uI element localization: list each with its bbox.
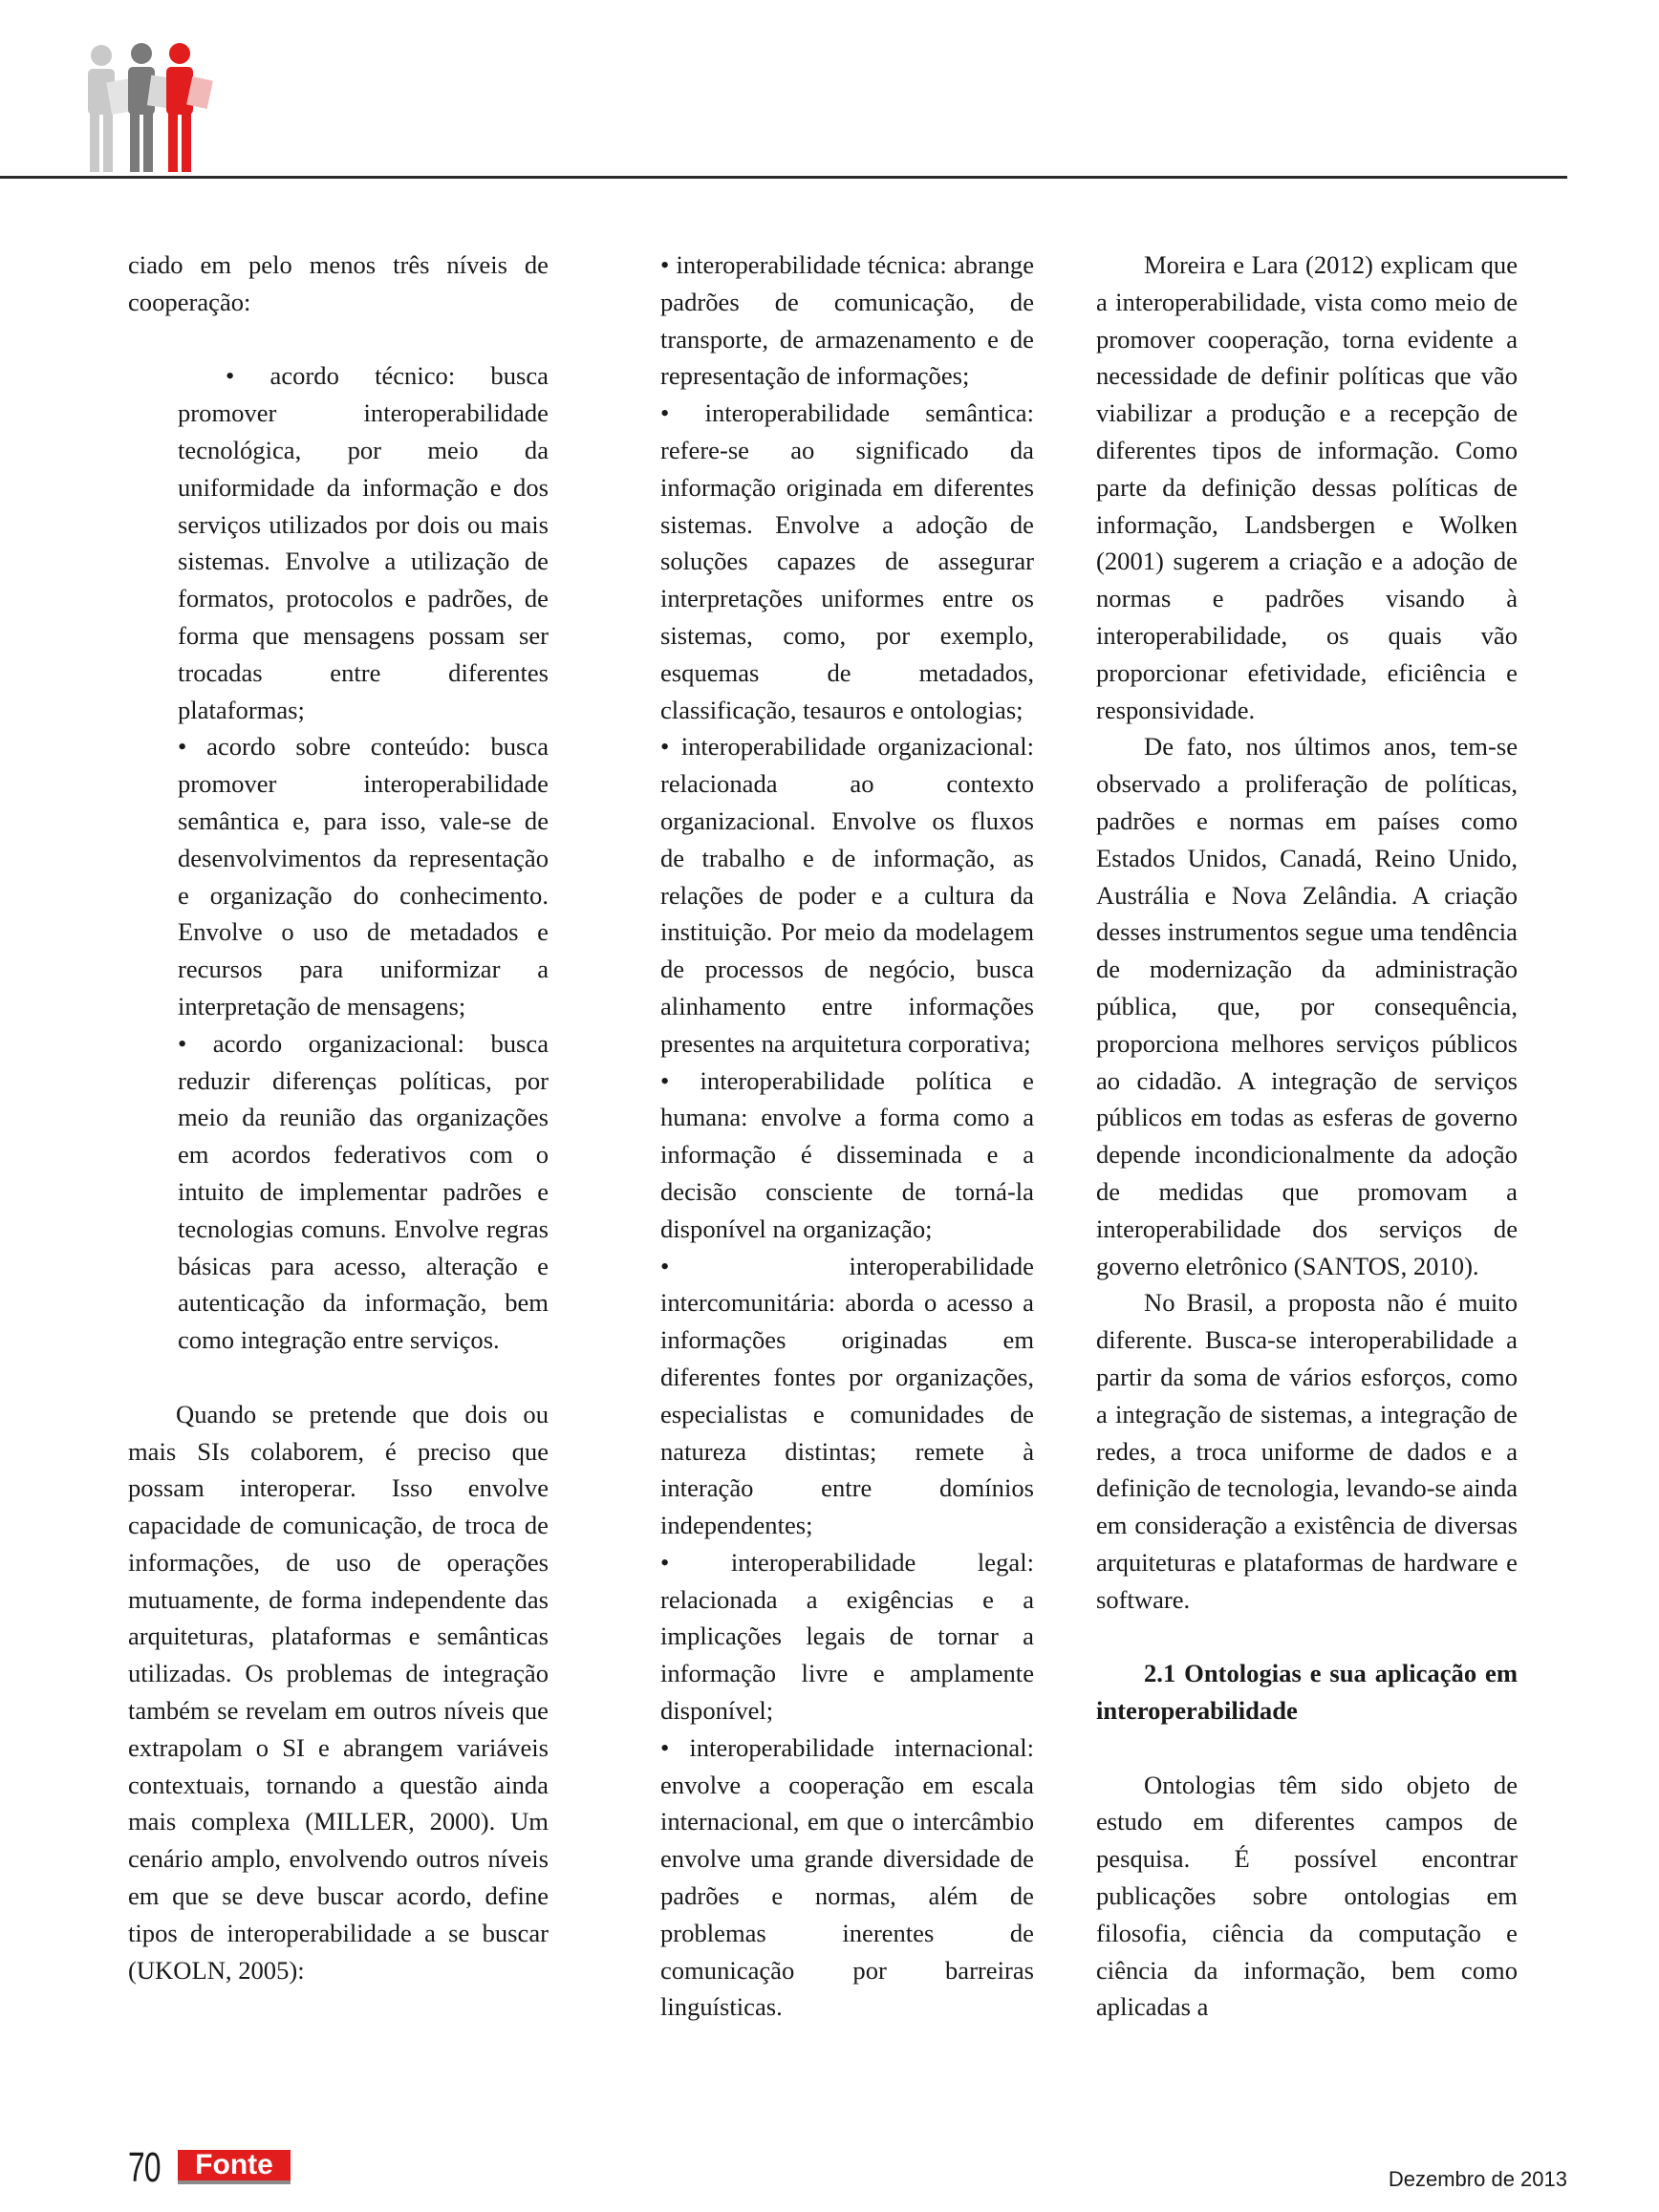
body-paragraph: Ontologias têm sido objeto de estudo em diferentes campos de pesquisa. É possível encontrar publicações sobre ontologias em filosofia, ciência da computação e ciência da informação, bem como aplicadas a — [1096, 1770, 1518, 2022]
column-3 — [1096, 247, 1518, 2026]
column-2 — [660, 247, 1034, 2026]
header-rule — [0, 176, 1567, 179]
list-item: • interoperabilidade semântica: refere-se ao significado da informação originada em diferentes sistemas. Envolve a adoção de soluções capazes de assegurar interpretações uniformes entre os sistemas, como, por exemplo, esquemas de metadados, classificação, tesauros e ontologias; — [660, 398, 1034, 724]
section-heading: 2.1 Ontologias e sua aplicação em interoperabilidade — [1096, 1659, 1518, 1726]
list-item: • interoperabilidade técnica: abrange padrões de comunicação, de transporte, de armazenamento e de representação de informações; — [660, 250, 1034, 391]
intro-text: ciado em pelo menos três níveis de cooperação: — [128, 250, 549, 316]
body-paragraph: Moreira e Lara (2012) explicam que a interoperabilidade, vista como meio de promover cooperação, torna evidente a necessidade de definir políticas que vão viabilizar a produção e a recepção de diferentes tipos de informação. Como parte da definição dessas políticas de informação, Landsbergen e Wolken (2001) sugerem a criação e a adoção de normas e padrões visando à interoperabilidade, os quais vão proporcionar efetividade, eficiência e responsividade. — [1096, 250, 1518, 724]
cooperation-levels-list — [178, 357, 549, 1359]
list-item: • acordo sobre conteúdo: busca promover interoperabilidade semântica e, para isso, vale-se de desenvolvimentos da representação e organização do conhecimento. Envolve o uso de metadados e recursos para uniformizar a interpretação de mensagens; — [178, 732, 549, 1020]
body-paragraph: Quando se pretende que dois ou mais SIs colaborem, é preciso que possam interoperar. Isso envolve capacidade de comunicação, de troca de informações, de uso de operações mutuamente, de forma independente das arquiteturas, plataformas e semânticas utilizadas. Os problemas de integração também se revelam em outros níveis que extrapolam o SI e abrangem variáveis contextuais, tornando a questão ainda mais complexa (MILLER, 2000). Um cenário amplo, envolvendo outros níveis em que se deve buscar acordo, define tipos de interoperabilidade a se buscar (UKOLN, 2005): — [128, 1399, 549, 1985]
list-item: • interoperabilidade política e humana: envolve a forma como a informação é disseminada e a decisão consciente de torná-la disponível na organização; — [660, 1065, 1034, 1243]
body-paragraph: De fato, nos últimos anos, tem-se observado a proliferação de políticas, padrões e normas em países como Estados Unidos, Canadá, Reino Unido, Austrália e Nova Zelândia. A criação desses instrumentos segue uma tendência de modernização da administração pública, que, por consequência, proporciona melhores serviços públicos ao cidadão. A integração de serviços públicos em todas as esferas de governo depende incondicionalmente da adoção de medidas que promovam a interoperabilidade dos serviços de governo eletrônico (SANTOS, 2010). — [1096, 732, 1518, 1280]
column-1 — [128, 247, 549, 1988]
body-paragraph: No Brasil, a proposta não é muito diferente. Busca-se interoperabilidade a partir da soma de vários esforços, como a integração de sistemas, a integração de redes, a troca uniforme de dados e a definição de tecnologia, levando-se ainda em consideração a existência de diversas arquiteturas e plataformas de hardware e software. — [1096, 1288, 1518, 1614]
brand-name: Fonte — [195, 2149, 273, 2180]
issue-date: Dezembro de 2013 — [1388, 2167, 1567, 2191]
list-item: • interoperabilidade intercomunitária: aborda o acesso a informações originadas em diferentes fontes por organizações, especialistas e comunidades de natureza distintas; remete à interação entre domínios independentes; — [660, 1251, 1034, 1540]
page-header — [0, 0, 1659, 182]
brand-logo — [178, 2150, 291, 2184]
page-number: 70 — [128, 2144, 161, 2191]
list-item: • acordo organizacional: busca reduzir diferenças políticas, por meio da reunião das organizações em acordos federativos com o intuito de implementar padrões e tecnologias comuns. Envolve regras básicas para acesso, alteração e autenticação da informação, bem como integração entre serviços. — [178, 1028, 549, 1355]
list-item: • interoperabilidade organizacional: relacionada ao contexto organizacional. Envolve os fluxos de trabalho e de informação, as relações de poder e a cultura da instituição. Por meio da modelagem de processos de negócio, busca alinhamento entre informações presentes na arquitetura corporativa; — [660, 732, 1034, 1058]
list-item: • acordo técnico: busca promover interoperabilidade tecnológica, por meio da uniformidade da informação e dos serviços utilizados por dois ou mais sistemas. Envolve a utilização de formatos, protocolos e padrões, de forma que mensagens possam ser trocadas entre diferentes plataformas; — [178, 361, 549, 724]
list-item: • interoperabilidade internacional: envolve a cooperação em escala internacional, em que o intercâmbio envolve uma grande diversidade de padrões e normas, além de problemas inerentes de comunicação por barreiras linguísticas. — [660, 1732, 1034, 2022]
list-item: • interoperabilidade legal: relacionada a exigências e a implicações legais de tornar a informação livre e amplamente disponível; — [660, 1547, 1034, 1726]
people-group-icon — [75, 42, 218, 176]
